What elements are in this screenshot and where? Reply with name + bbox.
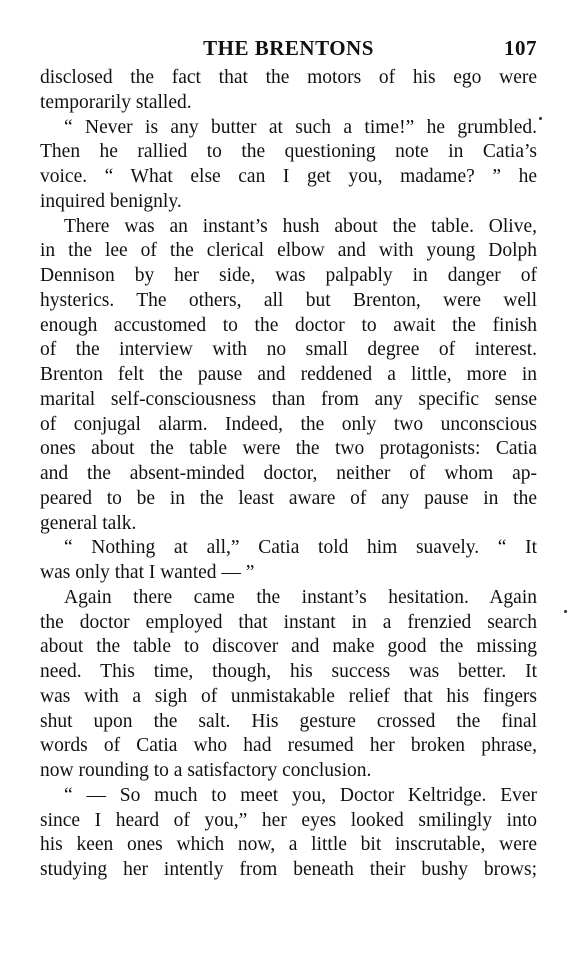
text-line: marital self-consciousness than from any specific sense	[40, 388, 537, 410]
text-line: need. This time, though, his success was better. It	[40, 661, 537, 682]
text-line: disclosed the fact that the motors of his ego were	[40, 67, 537, 88]
scan-speck	[539, 117, 542, 120]
text-line: temporarily stalled.	[40, 91, 192, 113]
text-line: Dennison by her side, was palpably in danger of	[40, 265, 537, 286]
text-line: Brenton felt the pause and reddened a little, more in	[40, 364, 537, 385]
text-line: enough accustomed to the doctor to await the finish	[40, 314, 537, 336]
text-line: “ — So much to meet you, Doctor Keltridge. Ever	[64, 784, 537, 806]
text-line: about the table to discover and make good the missing	[40, 636, 537, 658]
text-line: the doctor employed that instant in a frenzied search	[40, 611, 537, 633]
text-line: There was an instant’s hush about the table. Olive,	[64, 215, 537, 237]
body-text	[40, 66, 537, 883]
text-line: his keen ones which now, a little bit inscrutable, were	[40, 834, 537, 856]
text-line: was with a sigh of unmistakable relief that his fingers	[40, 685, 537, 707]
text-line: since I heard of you,” her eyes looked smilingly into	[40, 809, 537, 831]
text-line: voice. “ What else can I get you, madame? ” he	[40, 166, 537, 187]
book-page	[40, 36, 537, 883]
text-line: in the lee of the clerical elbow and with young Dolph	[40, 240, 537, 262]
text-line: peared to be in the least aware of any pause in the	[40, 487, 537, 509]
text-line: “ Never is any butter at such a time!” he grumbled.	[64, 116, 537, 138]
scan-speck	[564, 610, 567, 613]
text-line: hysterics. The others, all but Brenton, were well	[40, 289, 537, 311]
text-line: general talk.	[40, 512, 137, 534]
text-line: shut upon the salt. His gesture crossed the final	[40, 710, 537, 732]
text-line: ones about the table were the two protagonists: Catia	[40, 438, 537, 460]
text-line: of conjugal alarm. Indeed, the only two unconscious	[40, 413, 537, 435]
text-line: and the absent-minded doctor, neither of whom ap-	[40, 463, 537, 484]
text-line: inquired benignly.	[40, 190, 182, 212]
text-line: of the interview with no small degree of interest.	[40, 339, 537, 361]
text-line: was only that I wanted — ”	[40, 562, 255, 583]
text-line: now rounding to a satisfactory conclusion.	[40, 760, 372, 781]
running-title: THE BRENTONS	[203, 36, 374, 60]
text-line: words of Catia who had resumed her broken phrase,	[40, 735, 537, 757]
running-head	[40, 36, 537, 66]
text-line: “ Nothing at all,” Catia told him suavely. “ It	[64, 537, 537, 559]
text-line: Then he rallied to the questioning note in Catia’s	[40, 141, 537, 163]
page-number: 107	[504, 36, 537, 60]
text-line: studying her intently from beneath their bushy brows;	[40, 859, 537, 880]
text-line: Again there came the instant’s hesitation. Again	[64, 586, 537, 608]
